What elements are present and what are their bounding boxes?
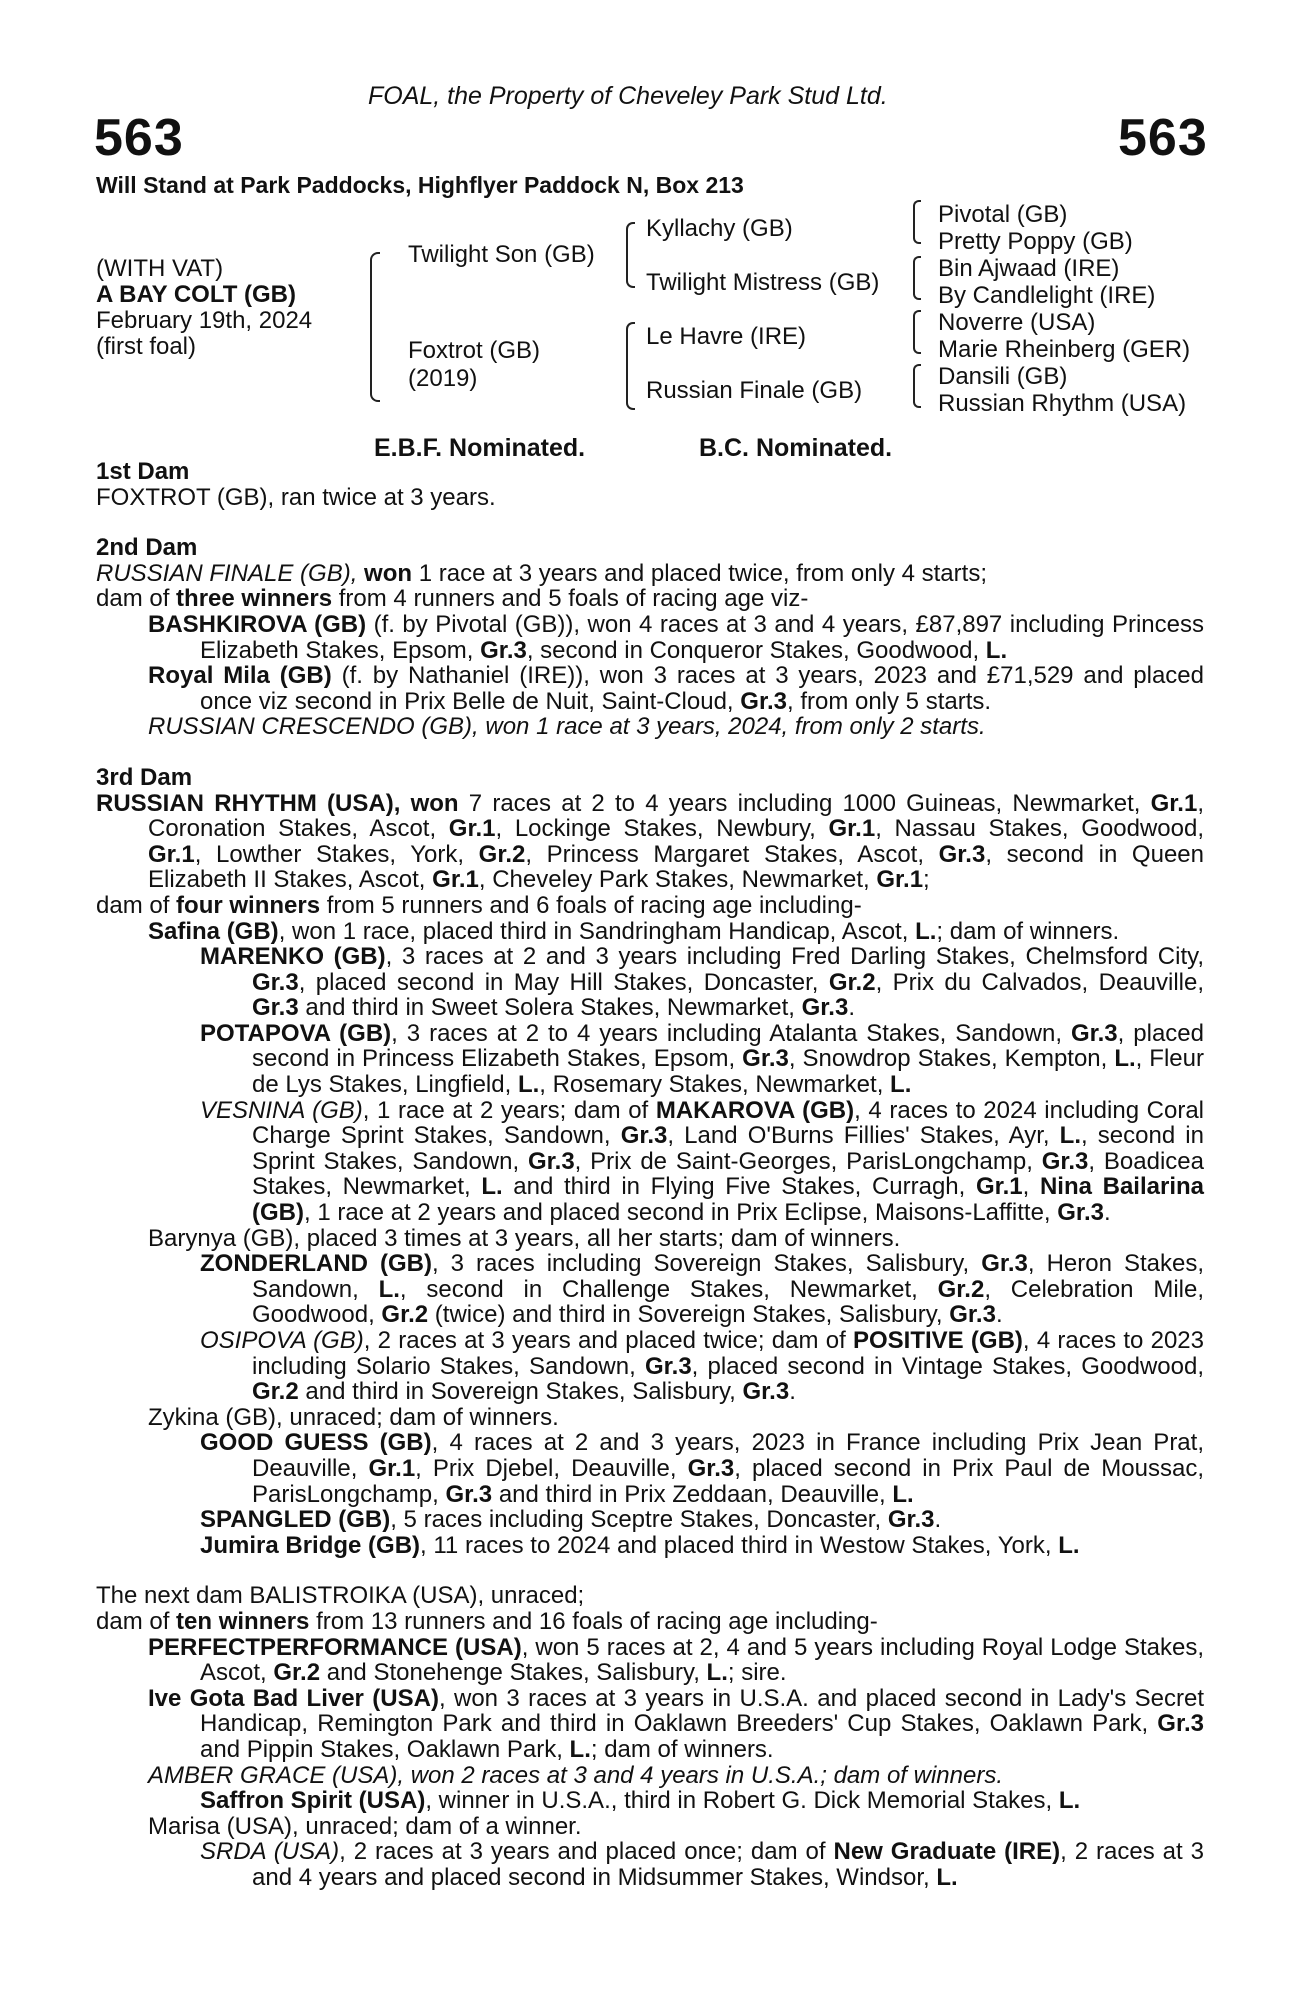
ebf-nominated: E.B.F. Nominated.	[374, 434, 586, 462]
progeny-zonderland: ZONDERLAND (GB), 3 races including Sovereign Stakes, Salisbury, Gr.3, Heron Stakes, Sandown, L., second in Challenge Stakes, Newmarket, Gr.2, Celebration Mile, Goodwood, Gr.2 (twice) and third in Sovereign Stakes, Salisbury, Gr.3.	[200, 1250, 1205, 1329]
ssd-name: Pretty Poppy (GB)	[938, 228, 1133, 255]
dam2-heading: 2nd Dam	[96, 534, 198, 562]
next-dam-dam-of: dam of ten winners from 13 runners and 16 foals of racing age including-	[96, 1607, 878, 1635]
sire-name: Twilight Son (GB)	[408, 241, 595, 268]
vat-label: (WITH VAT)	[96, 255, 224, 282]
catalogue-body	[96, 459, 1204, 1890]
ss-name: Kyllachy (GB)	[646, 215, 793, 242]
progeny-good-guess: GOOD GUESS (GB), 4 races at 2 and 3 years, 2023 in France including Prix Jean Prat, Deauville, Gr.1, Prix Djebel, Deauville, Gr.3, placed second in Prix Paul de Moussac, ParisLongchamp, Gr.3 and third in Prix Zeddaan, Deauville, L.	[200, 1429, 1205, 1508]
brace-sire	[626, 222, 635, 288]
progeny-vesnina: VESNINA (GB), 1 race at 2 years; dam of MAKAROVA (GB), 4 races to 2024 including Coral Charge Sprint Stakes, Sandown, Gr.3, Land O'Burns Fillies' Stakes, Ayr, L., second in Sprint Stakes, Sandown, Gr.3, Prix de Saint-Georges, ParisLongchamp, Gr.3, Boadicea Stakes, Newmarket, L. and third in Flying Five Stakes, Curragh, Gr.1, Nina Bailarina (GB), 1 race at 2 years and placed second in Prix Eclipse, Maisons-Laffitte, Gr.3.	[200, 1096, 1205, 1227]
sdd-name: By Candlelight (IRE)	[938, 282, 1156, 309]
dam-name: Foxtrot (GB)	[408, 337, 541, 364]
dam3-dam-of: dam of four winners from 5 runners and 6 foals of racing age including-	[96, 891, 862, 919]
property-line: FOAL, the Property of Cheveley Park Stud Ltd.	[368, 82, 888, 110]
dam1-text: FOXTROT (GB), ran twice at 3 years.	[96, 483, 496, 511]
brace-dam	[626, 322, 635, 410]
progeny-saffron-spirit: Saffron Spirit (USA), winner in U.S.A., third in Robert G. Dick Memorial Stakes, L.	[200, 1787, 1081, 1815]
foal-dob: February 19th, 2024	[96, 307, 313, 334]
bc-nominated: B.C. Nominated.	[699, 434, 893, 462]
progeny-srda: SRDA (USA), 2 races at 3 years and placed once; dam of New Graduate (IRE), 2 races at 3 and 4 years and placed second in Midsummer Stakes, Windsor, L.	[200, 1838, 1204, 1891]
sds-name: Bin Ajwaad (IRE)	[938, 255, 1120, 282]
dam1-heading: 1st Dam	[96, 458, 190, 485]
dds-name: Dansili (GB)	[938, 363, 1068, 390]
lot-number-right: 563	[1118, 109, 1208, 167]
brace-ss	[913, 200, 921, 244]
progeny-marenko: MARENKO (GB), 3 races at 2 and 3 years including Fred Darling Stakes, Chelmsford City, Gr.3, placed second in May Hill Stakes, Doncaster, Gr.2, Prix du Calvados, Deauville, Gr.3 and third in Sweet Solera Stakes, Newmarket, Gr.3.	[200, 943, 1204, 1022]
progeny-jumira-bridge: Jumira Bridge (GB), 11 races to 2024 and placed third in Westow Stakes, York, L.	[200, 1531, 1080, 1559]
progeny-russian-crescendo: RUSSIAN CRESCENDO (GB), won 1 race at 3 years, 2024, from only 2 starts.	[148, 713, 986, 741]
progeny-safina: Safina (GB), won 1 race, placed third in Sandringham Handicap, Ascot, L.; dam of winners.	[148, 917, 1120, 945]
dsd-name: Marie Rheinberg (GER)	[938, 336, 1191, 363]
progeny-zykina: Zykina (GB), unraced; dam of winners.	[148, 1403, 559, 1431]
dam-year: (2019)	[408, 365, 478, 392]
lot-number-left: 563	[94, 109, 184, 167]
progeny-barynya: Barynya (GB), placed 3 times at 3 years, all her starts; dam of winners.	[148, 1224, 901, 1252]
brace-foal	[370, 252, 380, 402]
progeny-bashkirova: BASHKIROVA (GB) (f. by Pivotal (GB)), won 4 races at 3 and 4 years, £87,897 including Princess Elizabeth Stakes, Epsom, Gr.3, second in Conqueror Stakes, Goodwood, L.	[148, 610, 1204, 664]
foal-block	[96, 256, 312, 360]
brace-sd	[913, 256, 921, 300]
sss-name: Pivotal (GB)	[938, 201, 1068, 228]
brace-dd	[913, 364, 921, 408]
progeny-marisa: Marisa (USA), unraced; dam of a winner.	[148, 1812, 582, 1840]
progeny-amber-grace: AMBER GRACE (USA), won 2 races at 3 and 4 years in U.S.A.; dam of winners.	[148, 1761, 1003, 1789]
brace-ds	[913, 310, 921, 354]
dam2-dam-of: dam of three winners from 4 runners and 5 foals of racing age viz-	[96, 585, 809, 613]
progeny-royal-mila: Royal Mila (GB) (f. by Nathaniel (IRE)), won 3 races at 3 years, 2023 and £71,529 and placed once viz second in Prix Belle de Nuit, Saint-Cloud, Gr.3, from only 5 starts.	[148, 662, 1205, 715]
sd-name: Twilight Mistress (GB)	[646, 269, 880, 296]
dam2-intro: RUSSIAN FINALE (GB), won 1 race at 3 years and placed twice, from only 4 starts;	[96, 559, 987, 587]
dss-name: Noverre (USA)	[938, 309, 1096, 336]
foal-note: (first foal)	[96, 333, 197, 360]
foal-title: A BAY COLT (GB)	[96, 281, 297, 308]
progeny-ive-gota-bad-liver: Ive Gota Bad Liver (USA), won 3 races at 3 years in U.S.A. and placed second in Lady's Secret Handicap, Remington Park and third in Oaklawn Breeders' Cup Stakes, Oaklawn Park, Gr.3 and Pippin Stakes, Oaklawn Park, L.; dam of winners.	[148, 1684, 1204, 1763]
ds-name: Le Havre (IRE)	[646, 323, 807, 350]
progeny-osipova: OSIPOVA (GB), 2 races at 3 years and placed twice; dam of POSITIVE (GB), 4 races to 2023 including Solario Stakes, Sandown, Gr.3, placed second in Vintage Stakes, Goodwood, Gr.2 and third in Sovereign Stakes, Salisbury, Gr.3.	[200, 1327, 1205, 1406]
dd-name: Russian Finale (GB)	[646, 377, 863, 404]
progeny-potapova: POTAPOVA (GB), 3 races at 2 to 4 years including Atalanta Stakes, Sandown, Gr.3, placed second in Princess Elizabeth Stakes, Epsom, Gr.3, Snowdrop Stakes, Kempton, L., Fleur de Lys Stakes, Lingfield, L., Rosemary Stakes, Newmarket, L.	[200, 1019, 1204, 1099]
dam3-intro: RUSSIAN RHYTHM (USA), won 7 races at 2 to 4 years including 1000 Guineas, Newmarket, Gr.1, Coronation Stakes, Ascot, Gr.1, Lockinge Stakes, Newbury, Gr.1, Nassau Stakes, Goodwood, Gr.1, Lowther Stakes, York, Gr.2, Princess Margaret Stakes, Ascot, Gr.3, second in Queen Elizabeth II Stakes, Ascot, Gr.1, Cheveley Park Stakes, Newmarket, Gr.1;	[96, 789, 1205, 894]
dam3-heading: 3rd Dam	[96, 763, 193, 791]
next-dam-intro: The next dam BALISTROIKA (USA), unraced;	[96, 1582, 585, 1610]
stand-line: Will Stand at Park Paddocks, Highflyer Paddock N, Box 213	[96, 172, 744, 198]
ddd-name: Russian Rhythm (USA)	[938, 390, 1187, 417]
progeny-spangled: SPANGLED (GB), 5 races including Sceptre Stakes, Doncaster, Gr.3.	[200, 1506, 942, 1534]
progeny-perfectperformance: PERFECTPERFORMANCE (USA), won 5 races at 2, 4 and 5 years including Royal Lodge Stakes, Ascot, Gr.2 and Stonehenge Stakes, Salisbury, L.; sire.	[148, 1633, 1204, 1687]
